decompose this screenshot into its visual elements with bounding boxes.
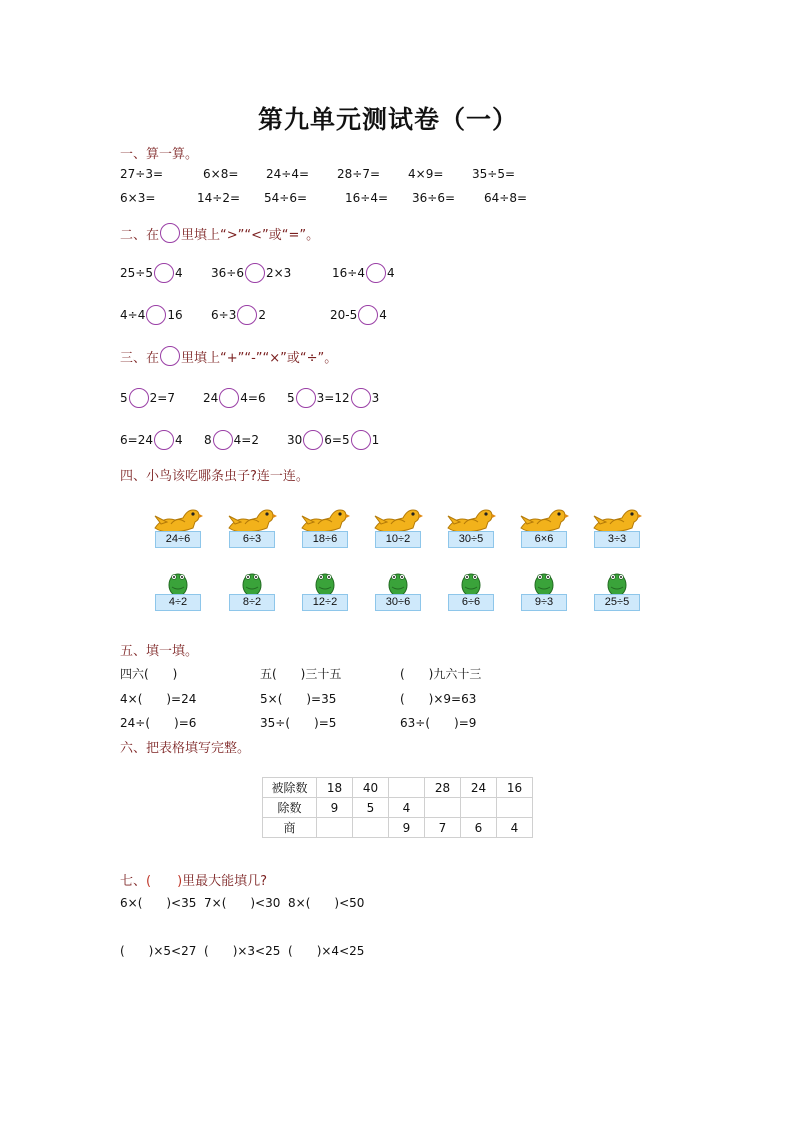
expr-right: 4 [379, 308, 387, 322]
table-cell: 4 [497, 818, 533, 838]
calc-item: 4×9= [408, 167, 444, 181]
compare-item [211, 305, 266, 325]
operator-item [120, 430, 183, 450]
compare-item [330, 305, 387, 325]
fill-item: 63÷( )=9 [400, 716, 477, 730]
bug-card[interactable] [153, 565, 203, 611]
table-cell: 7 [425, 818, 461, 838]
table-cell[interactable] [461, 798, 497, 818]
expr-part: 4 [174, 433, 183, 447]
calc-item: 36÷6= [412, 191, 456, 205]
division-table [262, 777, 533, 838]
bird-label: 30÷5 [448, 531, 494, 548]
table-cell: 24 [461, 778, 497, 798]
table-cell: 9 [389, 818, 425, 838]
page-title: 第九单元测试卷（一） [258, 105, 519, 134]
compare-item [120, 305, 183, 325]
heading-text: 七、 [120, 874, 147, 889]
heading-text: 里填上“>”“<”或“=”。 [181, 227, 320, 243]
circle-blank-icon [160, 346, 180, 366]
heading-text: 里填上“+”“-”“×”或“÷”。 [181, 350, 338, 366]
expr-part: 8 [204, 433, 212, 447]
answer-circle[interactable] [154, 263, 174, 283]
table-cell: 28 [425, 778, 461, 798]
expr-part: 3=12 [316, 391, 350, 405]
expr-right: 2×3 [265, 266, 292, 280]
operator-item [120, 388, 175, 408]
calc-item: 27÷3= [120, 167, 164, 181]
bird-card[interactable] [153, 502, 203, 548]
compare-item [211, 263, 291, 283]
section-3-heading [120, 346, 337, 366]
answer-circle[interactable] [213, 430, 233, 450]
circle-blank-icon [160, 223, 180, 243]
table-cell: 商 [263, 818, 317, 838]
table-cell: 5 [353, 798, 389, 818]
answer-circle[interactable] [358, 305, 378, 325]
section-2-heading [120, 223, 319, 243]
table-cell[interactable] [317, 818, 353, 838]
section-1-heading: 一、算一算。 [120, 147, 199, 162]
bug-label: 12÷2 [302, 594, 348, 611]
inequality-row: ( )×5<27 ( )×3<25 ( )×4<25 [120, 944, 365, 958]
calc-item: 6×3= [120, 191, 156, 205]
answer-circle[interactable] [154, 430, 174, 450]
bug-card[interactable] [373, 565, 423, 611]
compare-item [120, 263, 183, 283]
expr-part: 30 [287, 433, 303, 447]
expr-left: 20-5 [330, 308, 358, 322]
answer-circle[interactable] [351, 430, 371, 450]
answer-circle[interactable] [296, 388, 316, 408]
answer-circle[interactable] [366, 263, 386, 283]
table-cell[interactable] [353, 818, 389, 838]
bird-label: 6×6 [521, 531, 567, 548]
fill-item: 35÷( )=5 [260, 716, 337, 730]
bird-card[interactable] [373, 502, 423, 548]
heading-text: 里最大能填几? [182, 874, 268, 889]
bug-label: 6÷6 [448, 594, 494, 611]
fill-item: 24÷( )=6 [120, 716, 197, 730]
answer-circle[interactable] [351, 388, 371, 408]
answer-circle[interactable] [129, 388, 149, 408]
table-cell: 40 [353, 778, 389, 798]
expr-part: 2=7 [149, 391, 175, 405]
bird-label: 24÷6 [155, 531, 201, 548]
operator-item [204, 430, 259, 450]
calc-item: 28÷7= [337, 167, 381, 181]
expr-left: 16÷4 [332, 266, 365, 280]
expr-part: 5 [120, 391, 128, 405]
bird-label: 10÷2 [375, 531, 421, 548]
calc-item: 14÷2= [197, 191, 241, 205]
bird-card[interactable] [300, 502, 350, 548]
expr-part: 4=2 [233, 433, 259, 447]
answer-circle[interactable] [237, 305, 257, 325]
expr-left: 25÷5 [120, 266, 153, 280]
table-cell[interactable] [425, 798, 461, 818]
table-cell: 9 [317, 798, 353, 818]
operator-item [203, 388, 266, 408]
fill-item: 五( )三十五 [260, 667, 342, 681]
section-6-heading: 六、把表格填写完整。 [120, 741, 251, 756]
answer-circle[interactable] [146, 305, 166, 325]
calc-item: 54÷6= [264, 191, 308, 205]
fill-item: 5×( )=35 [260, 692, 337, 706]
table-cell: 16 [497, 778, 533, 798]
fill-item: ( )×9=63 [400, 692, 477, 706]
table-row [263, 798, 533, 818]
heading-text: 三、在 [120, 350, 160, 366]
calc-item: 6×8= [203, 167, 239, 181]
inequality-row: 6×( )<35 7×( )<30 8×( )<50 [120, 896, 365, 910]
bug-label: 25÷5 [594, 594, 640, 611]
bird-label: 3÷3 [594, 531, 640, 548]
bird-card[interactable] [446, 502, 496, 548]
bird-card[interactable] [519, 502, 569, 548]
expr-part: 5 [287, 391, 295, 405]
expr-left: 6÷3 [211, 308, 237, 322]
bird-card[interactable] [227, 502, 277, 548]
table-cell: 6 [461, 818, 497, 838]
heading-text: 二、在 [120, 227, 160, 243]
expr-part: 24 [203, 391, 219, 405]
section-4-heading: 四、小鸟该吃哪条虫子?连一连。 [120, 469, 309, 484]
expr-left: 36÷6 [211, 266, 244, 280]
section-7-heading [120, 870, 267, 889]
expr-part: 1 [371, 433, 380, 447]
expr-left: 4÷4 [120, 308, 146, 322]
table-cell: 18 [317, 778, 353, 798]
expr-right: 4 [174, 266, 183, 280]
table-cell[interactable] [497, 798, 533, 818]
bug-card[interactable] [519, 565, 569, 611]
compare-item [332, 263, 395, 283]
fill-item: 四六( ) [120, 667, 178, 681]
bird-card[interactable] [592, 502, 642, 548]
bug-label: 9÷3 [521, 594, 567, 611]
expr-part: 6=24 [120, 433, 153, 447]
calc-item: 16÷4= [345, 191, 389, 205]
table-cell: 被除数 [263, 778, 317, 798]
operator-item [287, 388, 379, 408]
fill-item: 4×( )=24 [120, 692, 197, 706]
bug-card[interactable] [592, 565, 642, 611]
answer-circle[interactable] [245, 263, 265, 283]
table-row [263, 778, 533, 798]
answer-circle[interactable] [219, 388, 239, 408]
bug-label: 8÷2 [229, 594, 275, 611]
expr-part: 3 [371, 391, 380, 405]
bug-card[interactable] [227, 565, 277, 611]
table-cell[interactable] [389, 778, 425, 798]
answer-circle[interactable] [303, 430, 323, 450]
expr-part: 4=6 [240, 391, 266, 405]
bird-label: 18÷6 [302, 531, 348, 548]
bird-label: 6÷3 [229, 531, 275, 548]
bug-card[interactable] [446, 565, 496, 611]
bug-label: 30÷6 [375, 594, 421, 611]
bug-card[interactable] [300, 565, 350, 611]
bug-label: 4÷2 [155, 594, 201, 611]
calc-item: 24÷4= [266, 167, 310, 181]
fill-item: ( )九六十三 [400, 667, 482, 681]
calc-item: 64÷8= [484, 191, 528, 205]
heading-paren: ( ) [146, 874, 183, 889]
expr-right: 2 [258, 308, 266, 322]
operator-item [287, 430, 379, 450]
expr-right: 4 [386, 266, 395, 280]
expr-right: 16 [167, 308, 183, 322]
section-5-heading: 五、填一填。 [120, 644, 199, 659]
table-row [263, 818, 533, 838]
expr-part: 6=5 [324, 433, 350, 447]
table-cell: 除数 [263, 798, 317, 818]
table-cell: 4 [389, 798, 425, 818]
calc-item: 35÷5= [472, 167, 516, 181]
